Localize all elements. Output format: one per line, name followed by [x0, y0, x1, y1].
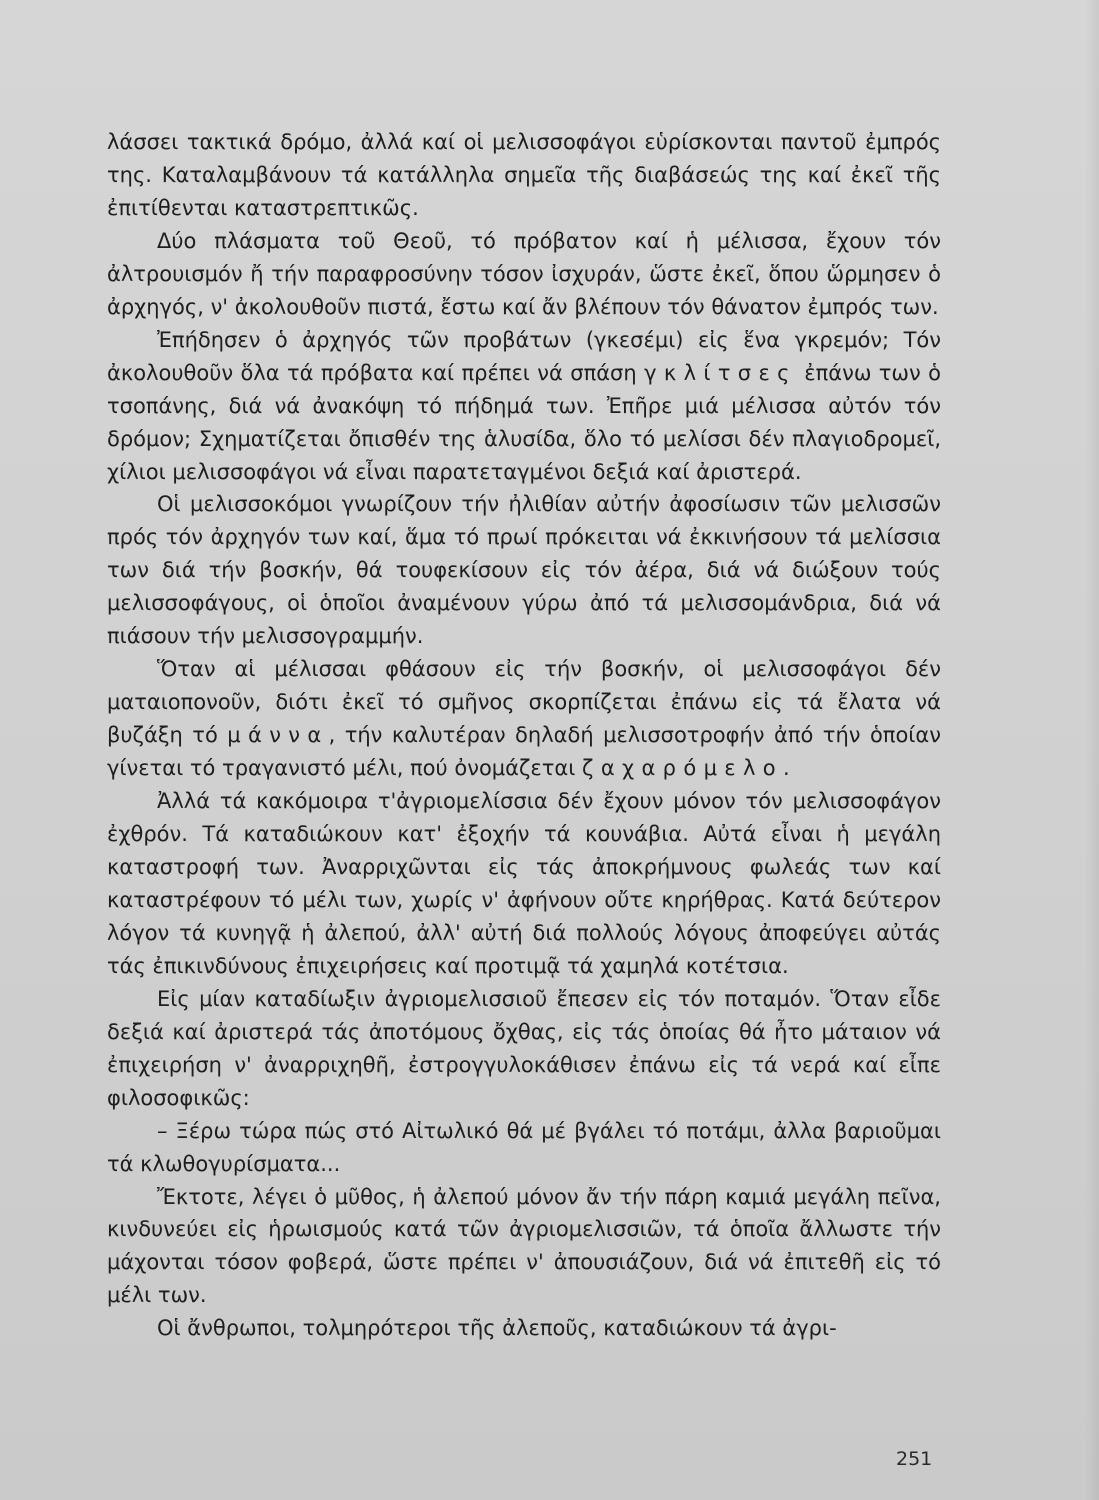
paragraph-8: Ἔκτοτε, λέγει ὁ μῦθος, ἡ ἀλεπού μόνον ἄν τήν πάρη καμιά μεγάλη πεῖνα, κινδυνεύει εἰς ἡρωισμούς κατά τῶν ἀγριομελισσιῶν, τά ὁποῖα ἄλλωστε τήν μάχονται τόσον φοβερά, ὥστε πρέπει ν' ἀπουσιάζουν, διά νά ἐπιτεθῆ εἰς τό μέλι των.: [107, 1184, 941, 1308]
dialogue-line: – Ξέρω τώρα πώς στό Αἰτωλικό θά μέ βγάλει τό ποτάμι, ἀλλα βαριοῦμαι τά κλωθογυρίσματα...: [107, 1118, 941, 1176]
spaced-word-zaharomelo: ζαχαρόμελο.: [582, 756, 797, 781]
body-text: [107, 126, 941, 1345]
spaced-word-gklitses: γκλίτσες: [644, 360, 797, 385]
paragraph-3-part-c: ἐπάνω των ὁ τσοπάνης, διά νά ἀνακόψη τό πήδημά των. Ἐπῆρε μιά μέλισσα αὐτόν τόν δρόμον; Σχηματίζεται ὄπισθέν της ἁλυσίδα, ὅλο τό μελίσσι δέν πλαγιοδρομεῖ, χίλιοι μελισσοφάγοι νά εἶναι παρατεταγμένοι δεξιά καί ἀριστερά.: [107, 360, 941, 484]
paragraph-5-part-c: , τήν καλυτέραν δηλαδή μελισσοτροφήν ἀπό τήν ὁποίαν γίνεται τό τραγανιστό μέλι, πού ὀνομάζεται: [107, 723, 941, 781]
paragraph-4: Οἱ μελισσοκόμοι γνωρίζουν τήν ἠλιθίαν αὐτήν ἀφοσίωσιν τῶν μελισσῶν πρός τόν ἀρχηγόν των καί, ἅμα τό πρωί πρόκειται νά ἐκκινήσουν τά μελίσσια των διά τήν βοσκήν, θά τουφεκίσουν εἰς τόν ἀέρα, διά νά διώξουν τούς μελισσοφάγους, οἱ ὁποῖοι ἀναμένουν γύρω ἀπό τά μελισσομάνδρια, διά νά πιάσουν τήν μελισσογραμμήν.: [107, 492, 941, 649]
paragraph-5: [107, 653, 941, 785]
paragraph-2: Δύο πλάσματα τοῦ Θεοῦ, τό πρόβατον καί ἡ μέλισσα, ἔχουν τόν ἀλτρουισμόν ἤ τήν παραφροσύνην τόσον ἰσχυράν, ὥστε ἐκεῖ, ὅπου ὥρμησεν ὁ ἀρχηγός, ν' ἀκολουθοῦν πιστά, ἔστω καί ἄν βλέπουν τόν θάνατον ἐμπρός των.: [107, 228, 941, 319]
spaced-word-manna: μάννα: [227, 723, 329, 748]
paragraph-1: λάσσει τακτικά δρόμο, ἀλλά καί οἱ μελισσοφάγοι εὑρίσκονται παντοῦ ἐμπρός της. Καταλαμβάνουν τά κατάλληλα σημεῖα τῆς διαβάσεώς της καί ἐκεῖ τῆς ἐπιτίθενται καταστρεπτικῶς.: [107, 130, 941, 220]
page-edge-shadow: [1085, 0, 1099, 1500]
paragraph-6: Ἀλλά τά κακόμοιρα τ'ἀγριομελίσσια δέν ἔχουν μόνον τόν μελισσοφάγον ἐχθρόν. Τά καταδιώκουν κατ' ἐξοχήν τά κουνάβια. Αὐτά εἶναι ἡ μεγάλη καταστροφή των. Ἀναρριχῶνται εἰς τάς ἀποκρήμνους φωλεάς των καί καταστρέφουν τό μέλι των, χωρίς ν' ἀφήνουν οὔτε κηρήθρας. Κατά δεύτερον λόγον τά κυνηγᾷ ἡ ἀλεπού, ἀλλ' αὐτή διά πολλούς λόγους ἀποφεύγει αὐτάς τάς ἐπικινδύνους ἐπιχειρήσεις καί προτιμᾷ τά χαμηλά κοτέτσια.: [107, 789, 941, 978]
paragraph-9: Οἱ ἄνθρωποι, τολμηρότεροι τῆς ἀλεποῦς, καταδιώκουν τά ἀγρι-: [157, 1316, 837, 1341]
paragraph-3: [107, 324, 941, 489]
page-number: 251: [896, 1448, 933, 1470]
paragraph-7: Εἰς μίαν καταδίωξιν ἀγριομελισσιοῦ ἔπεσεν εἰς τόν ποταμόν. Ὅταν εἶδε δεξιά καί ἀριστερά τάς ἀποτόμους ὄχθας, εἰς τάς ὁποίας θά ἦτο μάταιον νά ἐπιχειρήση ν' ἀναρριχηθῆ, ἐστρογγυλοκάθισεν ἐπάνω εἰς τά νερά καί εἶπε φιλοσοφικῶς:: [107, 986, 941, 1110]
paragraph-5-part-a: Ὅταν αἱ μέλισσαι φθάσουν εἰς τήν βοσκήν, οἱ μελισσοφάγοι δέν ματαιοπονοῦν, διότι ἐκεῖ τό σμῆνος σκορπίζεται ἐπάνω εἰς τά ἔλατα νά βυζάξη τό: [107, 657, 941, 748]
paragraph-3-part-a: Ἐπήδησεν ὁ ἀρχηγός τῶν προβάτων (γκεσέμι) εἰς ἕνα γκρεμόν; Τόν ἀκολουθοῦν ὅλα τά πρόβατα καί πρέπει νά σπάση: [107, 327, 941, 385]
